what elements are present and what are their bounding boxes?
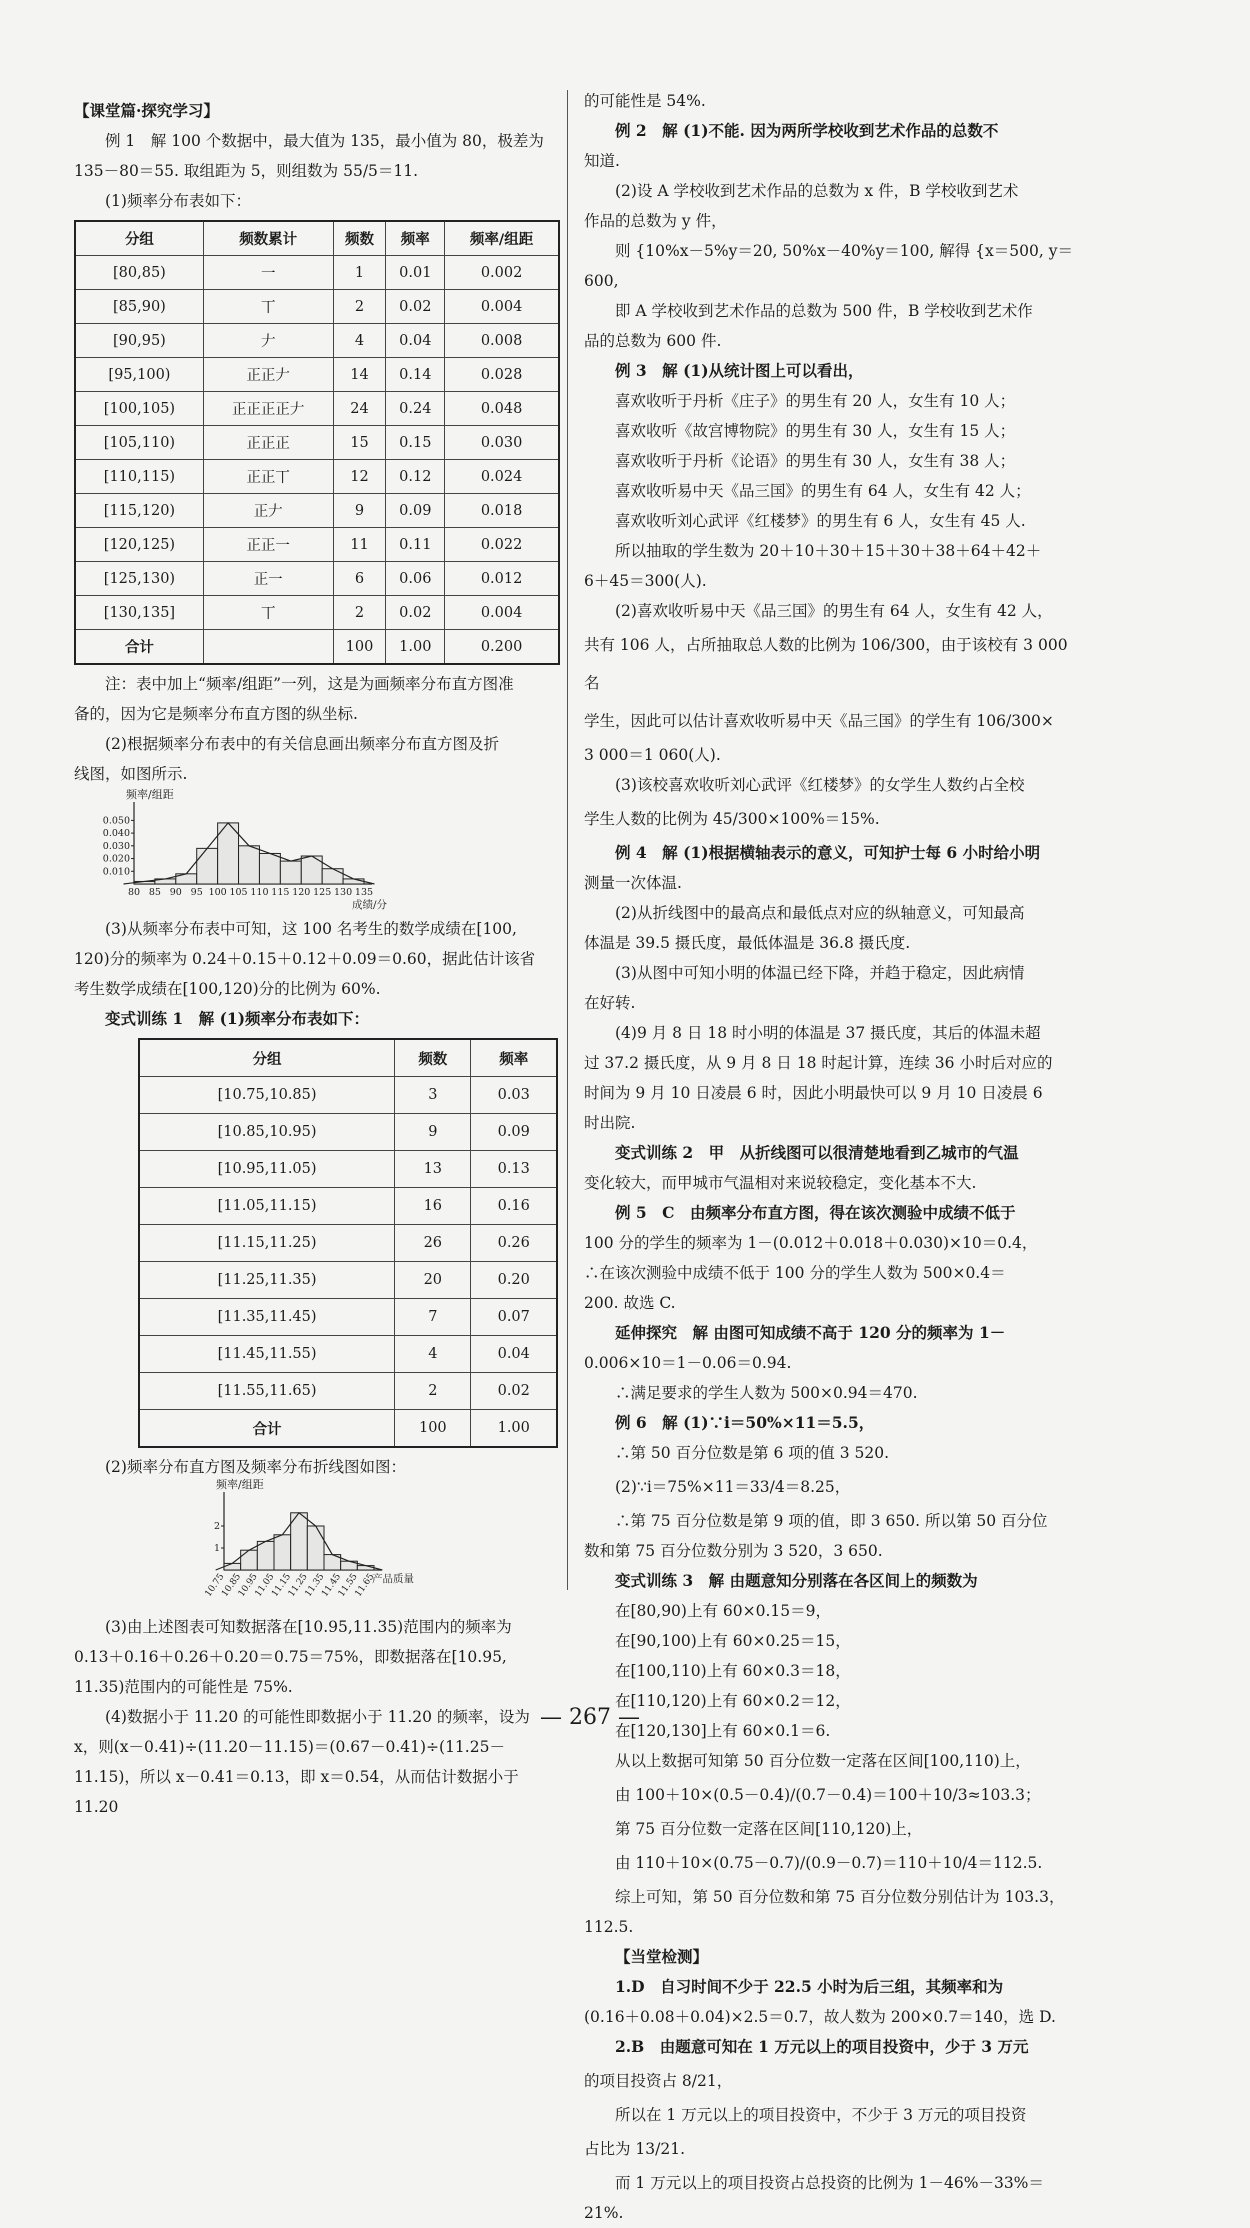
table-row	[139, 1299, 557, 1336]
text-line: 喜欢收听刘心武评《红楼梦》的男生有 6 人，女生有 45 人.	[615, 512, 1026, 530]
text-line: 在[100,110)上有 60×0.3＝18，	[615, 1662, 851, 1680]
text-line: 例 5 C 由频率分布直方图，得在该次测验中成绩不低于	[615, 1203, 1016, 1222]
table-total-row	[75, 630, 559, 665]
table-row	[75, 494, 559, 528]
section-header: 【课堂篇·探究学习】	[74, 101, 219, 120]
table-cell: 0.004	[445, 596, 559, 630]
left-column	[74, 96, 560, 1822]
x-tick-label: 11.25	[286, 1571, 310, 1599]
table-header-row	[139, 1039, 557, 1077]
text-line: 学生，因此可以估计喜欢收听易中天《品三国》的学生有 106/300×	[584, 712, 1054, 730]
text-line: (0.16＋0.08＋0.04)×2.5＝0.7，故人数为 200×0.7＝140，选 D.	[584, 2008, 1056, 2026]
table-cell: [105,110)	[75, 426, 203, 460]
histogram-bar	[280, 861, 301, 884]
table-cell: 4	[333, 324, 386, 358]
x-tick-label: 10.95	[236, 1571, 260, 1599]
variant-training-1: 变式训练 1 解 (1)频率分布表如下：	[105, 1009, 370, 1028]
text-line: 占比为 13/21.	[584, 2140, 686, 2158]
table-cell: [11.45,11.55)	[139, 1336, 395, 1373]
histogram-bar	[259, 853, 280, 884]
table-row	[139, 1262, 557, 1299]
table-cell: 0.07	[471, 1299, 557, 1336]
paragraph-line: 11.15)，所以 x－0.41＝0.13，即 x＝0.54，从而估计数据小于 11.20	[74, 1768, 519, 1816]
text-line: 从以上数据可知第 50 百分位数一定落在区间[100,110)上，	[615, 1752, 1031, 1770]
x-tick-label: 115	[271, 887, 290, 898]
table-row	[75, 460, 559, 494]
table-cell: [115,120)	[75, 494, 203, 528]
table-cell: 11	[333, 528, 386, 562]
table-cell: 7	[395, 1299, 471, 1336]
text-line: 测量一次体温.	[584, 874, 682, 892]
text-line: 112.5.	[584, 1918, 634, 1936]
table-row	[75, 528, 559, 562]
table-cell: 1.00	[471, 1410, 557, 1448]
text-line: 所以抽取的学生数为 20＋10＋30＋15＋30＋38＋64＋42＋	[615, 542, 1042, 560]
x-tick-label: 10.85	[220, 1571, 244, 1599]
text-line: 1.D 自习时间不少于 22.5 小时为后三组，其频率和为	[615, 1977, 1004, 1996]
paragraph-line: 0.13＋0.16＋0.26＋0.20＝0.75＝75%，即数据落在[10.95,	[74, 1648, 507, 1666]
table-cell: 3	[395, 1077, 471, 1114]
table-cell: 0.04	[471, 1336, 557, 1373]
text-line: 第 75 百分位数一定落在区间[110,120)上，	[615, 1820, 923, 1838]
table-cell: 2	[395, 1373, 471, 1410]
text-line: 则 {10%x－5%y＝20, 50%x－40%y＝100, 解得 {x＝500, y＝600,	[584, 242, 1073, 290]
text-line: (2)喜欢收听易中天《品三国》的男生有 64 人，女生有 42 人，	[615, 602, 1053, 620]
x-tick-label: 80	[127, 887, 141, 898]
table-cell: 正𠂇	[203, 494, 333, 528]
text-line: 200. 故选 C.	[584, 1294, 676, 1312]
text-line: 喜欢收听于丹析《庄子》的男生有 20 人，女生有 10 人；	[615, 392, 1016, 410]
text-line: 学生人数的比例为 45/300×100%＝15%.	[584, 810, 880, 828]
text-line: 喜欢收听《故宫博物院》的男生有 30 人，女生有 15 人；	[615, 422, 1016, 440]
text-line: 变化较大，而甲城市气温相对来说较稳定，变化基本不大.	[584, 1174, 977, 1192]
text-line: ∴第 50 百分位数是第 6 项的值 3 520.	[615, 1444, 890, 1462]
table-cell: 24	[333, 392, 386, 426]
y-tick-label: 0.020	[102, 853, 130, 865]
table-cell: 14	[333, 358, 386, 392]
table-cell: [11.15,11.25)	[139, 1225, 395, 1262]
table-cell: 0.048	[445, 392, 559, 426]
histogram-bar	[257, 1541, 274, 1570]
text-line: 的项目投资占 8/21，	[584, 2072, 733, 2090]
table-cell: [130,135]	[75, 596, 203, 630]
table-cell: 0.012	[445, 562, 559, 596]
table-row	[139, 1151, 557, 1188]
table-cell: 100	[333, 630, 386, 665]
x-tick-label: 90	[169, 887, 182, 898]
table-row	[75, 426, 559, 460]
table-cell: 0.12	[386, 460, 445, 494]
histogram-bar	[241, 1550, 258, 1570]
text-line: 在[80,90)上有 60×0.15＝9，	[615, 1602, 831, 1620]
example-1-line: 135－80＝55. 取组距为 5，则组数为 55/5＝11.	[74, 162, 419, 180]
text-line: 100 分的学生的频率为 1－(0.012＋0.018＋0.030)×10＝0.4，	[584, 1234, 1038, 1252]
x-tick-label: 125	[313, 887, 332, 898]
table-header-cell: 频数累计	[203, 221, 333, 256]
table-cell: 12	[333, 460, 386, 494]
histogram-bar	[307, 1526, 324, 1570]
table-cell: 0.04	[386, 324, 445, 358]
text-line: 而 1 万元以上的项目投资占总投资的比例为 1－46%－33%＝	[615, 2174, 1044, 2192]
table-cell: 0.022	[445, 528, 559, 562]
table-cell: [100,105)	[75, 392, 203, 426]
column-divider	[567, 90, 568, 1590]
table-cell: 9	[333, 494, 386, 528]
x-tick-label: 85	[148, 887, 161, 898]
table-cell: 26	[395, 1225, 471, 1262]
table-cell: 0.09	[386, 494, 445, 528]
table-cell: 1.00	[386, 630, 445, 665]
table-cell: 合计	[139, 1410, 395, 1448]
x-tick-label: 130	[334, 887, 353, 898]
frequency-table-2	[138, 1038, 558, 1448]
text-line: 0.006×10＝1－0.06＝0.94.	[584, 1354, 792, 1372]
table-cell: 15	[333, 426, 386, 460]
histogram-bar	[357, 1566, 374, 1570]
table-header-cell: 频率	[471, 1039, 557, 1077]
table-cell: 6	[333, 562, 386, 596]
x-tick-label: 11.45	[320, 1571, 344, 1599]
table-cell: 正正一	[203, 528, 333, 562]
text-line: 【当堂检测】	[615, 1947, 709, 1966]
table-row	[75, 256, 559, 290]
text-line: (2)从折线图中的最高点和最低点对应的纵轴意义，可知最高	[615, 904, 1025, 922]
table-row	[139, 1336, 557, 1373]
text-line: 的可能性是 54%.	[584, 92, 706, 110]
table-cell: 𠂇	[203, 324, 333, 358]
example-1-line: 例 1 解 100 个数据中，最大值为 135，最小值为 80，极差为	[105, 132, 544, 150]
table-cell: [11.25,11.35)	[139, 1262, 395, 1299]
table-cell: 0.02	[386, 596, 445, 630]
table-cell: 1	[333, 256, 386, 290]
table-cell: 0.008	[445, 324, 559, 358]
text-line: ∴第 75 百分位数是第 9 项的值，即 3 650. 所以第 50 百分位	[615, 1512, 1048, 1530]
table-cell: [90,95)	[75, 324, 203, 358]
table-cell: [11.35,11.45)	[139, 1299, 395, 1336]
y-tick-label: 0.010	[102, 866, 130, 878]
x-axis-label: 成绩/分	[352, 899, 388, 911]
right-column	[584, 86, 1074, 2228]
table-cell: 0.01	[386, 256, 445, 290]
paragraph-line: (4)数据小于 11.20 的可能性即数据小于 11.20 的频率，设为	[105, 1708, 530, 1726]
x-tick-label: 11.05	[253, 1571, 277, 1599]
paragraph-line: 线图，如图所示.	[74, 765, 188, 783]
text-line: 例 6 解 (1)∵i＝50%×11＝5.5，	[615, 1413, 875, 1432]
x-tick-label: 110	[250, 887, 269, 898]
table-cell: 一	[203, 256, 333, 290]
text-line: 知道.	[584, 152, 620, 170]
paragraph-line: (3)由上述图表可知数据落在[10.95,11.35)范围内的频率为	[105, 1618, 512, 1636]
table-cell: [10.95,11.05)	[139, 1151, 395, 1188]
text-line: 时出院.	[584, 1114, 636, 1132]
paragraph-line: (2)频率分布直方图及频率分布折线图如图：	[105, 1458, 406, 1476]
table-cell: 2	[333, 290, 386, 324]
text-line: 喜欢收听易中天《品三国》的男生有 64 人，女生有 42 人；	[615, 482, 1031, 500]
table-cell: 0.028	[445, 358, 559, 392]
note-line: 注：表中加上“频率/组距”一列，这是为画频率分布直方图准	[105, 675, 514, 693]
table-cell: 合计	[75, 630, 203, 665]
table-header-cell: 分组	[75, 221, 203, 256]
table-row	[75, 596, 559, 630]
paragraph-line: 考生数学成绩在[100,120)分的比例为 60%.	[74, 980, 381, 998]
table-cell: [125,130)	[75, 562, 203, 596]
text-line: 例 4 解 (1)根据横轴表示的意义，可知护士每 6 小时给小明	[615, 843, 1041, 862]
table-cell: 0.02	[471, 1373, 557, 1410]
table-cell: 0.024	[445, 460, 559, 494]
table-cell: 0.002	[445, 256, 559, 290]
text-line: 变式训练 3 解 由题意知分别落在各区间上的频数为	[615, 1571, 978, 1590]
x-tick-label: 135	[354, 887, 374, 898]
text-line: 共有 106 人，占所抽取总人数的比例为 106/300，由于该校有 3 000 名	[584, 636, 1068, 692]
table-cell: 9	[395, 1114, 471, 1151]
table-cell: 20	[395, 1262, 471, 1299]
x-tick-label: 11.15	[270, 1571, 294, 1599]
table-cell: 0.26	[471, 1225, 557, 1262]
table-row	[139, 1373, 557, 1410]
table-cell: [10.85,10.95)	[139, 1114, 395, 1151]
table-cell: 0.13	[471, 1151, 557, 1188]
table-cell: 0.030	[445, 426, 559, 460]
table-cell: 0.16	[471, 1188, 557, 1225]
paragraph-line: 120)分的频率为 0.24＋0.15＋0.12＋0.09＝0.60，据此估计该省	[74, 950, 536, 968]
text-line: 21%.	[584, 2204, 624, 2222]
text-line: (4)9 月 8 日 18 时小明的体温是 37 摄氏度，其后的体温未超	[615, 1024, 1041, 1042]
text-line: 品的总数为 600 件.	[584, 332, 722, 350]
y-tick-label: 0.030	[102, 840, 130, 852]
text-line: (3)该校喜欢收听刘心武评《红楼梦》的女学生人数约占全校	[615, 776, 1025, 794]
frequency-table-1	[74, 220, 560, 665]
table-header-cell: 分组	[139, 1039, 395, 1077]
table-row	[75, 562, 559, 596]
text-line: 数和第 75 百分位数分别为 3 520，3 650.	[584, 1542, 883, 1560]
table-cell: 正一	[203, 562, 333, 596]
text-line: 作品的总数为 y 件，	[584, 212, 727, 230]
paragraph-line: 11.35)范围内的可能性是 75%.	[74, 1678, 293, 1696]
table-cell	[203, 630, 333, 665]
x-tick-label: 120	[292, 887, 311, 898]
table-cell: 0.02	[386, 290, 445, 324]
table-cell: 正正丅	[203, 460, 333, 494]
x-tick-label: 11.55	[336, 1571, 360, 1599]
y-axis-label: 频率/组距	[126, 788, 174, 801]
y-tick-label: 0.050	[102, 815, 130, 827]
table-cell: 0.11	[386, 528, 445, 562]
table-row	[75, 290, 559, 324]
example-1-line: (1)频率分布表如下：	[105, 192, 251, 210]
text-line: 所以在 1 万元以上的项目投资中，不少于 3 万元的项目投资	[615, 2106, 1027, 2124]
text-line: 例 2 解 (1)不能. 因为两所学校收到艺术作品的总数不	[615, 121, 999, 140]
page-number: — 267 —	[540, 1705, 640, 1730]
table-row	[75, 324, 559, 358]
table-total-row	[139, 1410, 557, 1448]
text-line: 3 000＝1 060(人).	[584, 746, 721, 764]
table-cell: 0.200	[445, 630, 559, 665]
table-row	[75, 392, 559, 426]
paragraph-line: (3)从频率分布表中可知，这 100 名考生的数学成绩在[100,	[105, 920, 517, 938]
table-cell: 0.018	[445, 494, 559, 528]
text-line: 例 3 解 (1)从统计图上可以看出，	[615, 361, 864, 380]
table-row	[139, 1114, 557, 1151]
table-cell: 丅	[203, 596, 333, 630]
table-header-cell: 频数	[395, 1039, 471, 1077]
x-tick-label: 100	[208, 887, 227, 898]
histogram-bar	[343, 879, 364, 884]
table-cell: 正正正正𠂇	[203, 392, 333, 426]
table-cell: 4	[395, 1336, 471, 1373]
table-row	[139, 1225, 557, 1262]
table-cell: 0.24	[386, 392, 445, 426]
histogram-bar	[197, 848, 218, 884]
table-row	[139, 1077, 557, 1114]
table-cell: 0.004	[445, 290, 559, 324]
text-line: 过 37.2 摄氏度，从 9 月 8 日 18 时起计算，连续 36 小时后对应的	[584, 1054, 1053, 1072]
text-line: (3)从图中可知小明的体温已经下降，并趋于稳定，因此病情	[615, 964, 1025, 982]
text-line: 变式训练 2 甲 从折线图可以很清楚地看到乙城市的气温	[615, 1143, 1019, 1162]
table-cell: 正正𠂇	[203, 358, 333, 392]
table-cell: [10.75,10.85)	[139, 1077, 395, 1114]
text-line: ∴满足要求的学生人数为 500×0.94＝470.	[615, 1384, 918, 1402]
table-cell: 0.15	[386, 426, 445, 460]
table-cell: 正正正	[203, 426, 333, 460]
text-line: 在[110,120)上有 60×0.2＝12，	[615, 1692, 851, 1710]
text-line: 即 A 学校收到艺术作品的总数为 500 件，B 学校收到艺术作	[615, 302, 1033, 320]
text-line: 2.B 由题意可知在 1 万元以上的项目投资中，少于 3 万元	[615, 2037, 1029, 2056]
histogram-bar	[239, 846, 260, 884]
x-tick-label: 95	[190, 887, 203, 898]
y-tick-label: 2	[213, 1521, 220, 1532]
x-axis-label: 产品质量	[372, 1573, 414, 1585]
text-line: (2)∵i＝75%×11＝33/4＝8.25，	[615, 1478, 851, 1496]
text-line: 延伸探究 解 由图可知成绩不高于 120 分的频率为 1－	[615, 1323, 1006, 1342]
table-cell: 100	[395, 1410, 471, 1448]
x-tick-label: 11.35	[303, 1571, 327, 1599]
histogram-2	[194, 1478, 494, 1612]
table-cell: [110,115)	[75, 460, 203, 494]
x-tick-label: 10.75	[203, 1571, 227, 1599]
x-tick-label: 11.65	[353, 1571, 377, 1599]
table-cell: 16	[395, 1188, 471, 1225]
histogram-bar	[274, 1535, 291, 1570]
table-cell: 2	[333, 596, 386, 630]
text-line: (2)设 A 学校收到艺术作品的总数为 x 件，B 学校收到艺术	[615, 182, 1019, 200]
note-line: 备的，因为它是频率分布直方图的纵坐标.	[74, 705, 358, 723]
text-line: 喜欢收听于丹析《论语》的男生有 30 人，女生有 38 人；	[615, 452, 1016, 470]
text-line: 综上可知，第 50 百分位数和第 75 百分位数分别估计为 103.3，	[615, 1888, 1065, 1906]
text-line: 在[120,130]上有 60×0.1＝6.	[615, 1722, 831, 1740]
table-cell: [80,85)	[75, 256, 203, 290]
table-cell: [85,90)	[75, 290, 203, 324]
table-row	[139, 1188, 557, 1225]
text-line: 时间为 9 月 10 日凌晨 6 时，因此小明最快可以 9 月 10 日凌晨 6	[584, 1084, 1043, 1102]
table-header-row	[75, 221, 559, 256]
table-cell: 0.09	[471, 1114, 557, 1151]
text-line: 由 110＋10×(0.75－0.7)/(0.9－0.7)＝110＋10/4＝112.5.	[615, 1854, 1043, 1872]
text-line: 6＋45＝300(人).	[584, 572, 707, 590]
table-cell: [11.05,11.15)	[139, 1188, 395, 1225]
table-header-cell: 频数	[333, 221, 386, 256]
table-cell: 13	[395, 1151, 471, 1188]
table-cell: 0.06	[386, 562, 445, 596]
table-header-cell: 频率	[386, 221, 445, 256]
histogram-bar	[322, 869, 343, 884]
table-cell: 丅	[203, 290, 333, 324]
y-axis-label: 频率/组距	[216, 1478, 264, 1491]
text-line: 在[90,100)上有 60×0.25＝15，	[615, 1632, 851, 1650]
table-cell: 0.03	[471, 1077, 557, 1114]
text-line: 由 100＋10×(0.5－0.4)/(0.7－0.4)＝100＋10/3≈103.3；	[615, 1786, 1041, 1804]
text-line: 在好转.	[584, 994, 636, 1012]
y-tick-label: 0.040	[102, 828, 130, 840]
paragraph-line: x，则(x－0.41)÷(11.20－11.15)＝(0.67－0.41)÷(11.25－	[74, 1738, 505, 1756]
table-cell: 0.14	[386, 358, 445, 392]
x-tick-label: 105	[229, 887, 248, 898]
histogram-bar	[224, 1563, 241, 1570]
table-row	[75, 358, 559, 392]
histogram-1	[74, 788, 388, 914]
table-cell: [95,100)	[75, 358, 203, 392]
table-cell: [120,125)	[75, 528, 203, 562]
paragraph-line: (2)根据频率分布表中的有关信息画出频率分布直方图及折	[105, 735, 499, 753]
y-tick-label: 1	[213, 1543, 220, 1554]
table-cell: [11.55,11.65)	[139, 1373, 395, 1410]
table-cell: 0.20	[471, 1262, 557, 1299]
text-line: ∴在该次测验中成绩不低于 100 分的学生人数为 500×0.4＝	[584, 1264, 1006, 1282]
table-header-cell: 频率/组距	[445, 221, 559, 256]
text-line: 体温是 39.5 摄氏度，最低体温是 36.8 摄氏度.	[584, 934, 911, 952]
